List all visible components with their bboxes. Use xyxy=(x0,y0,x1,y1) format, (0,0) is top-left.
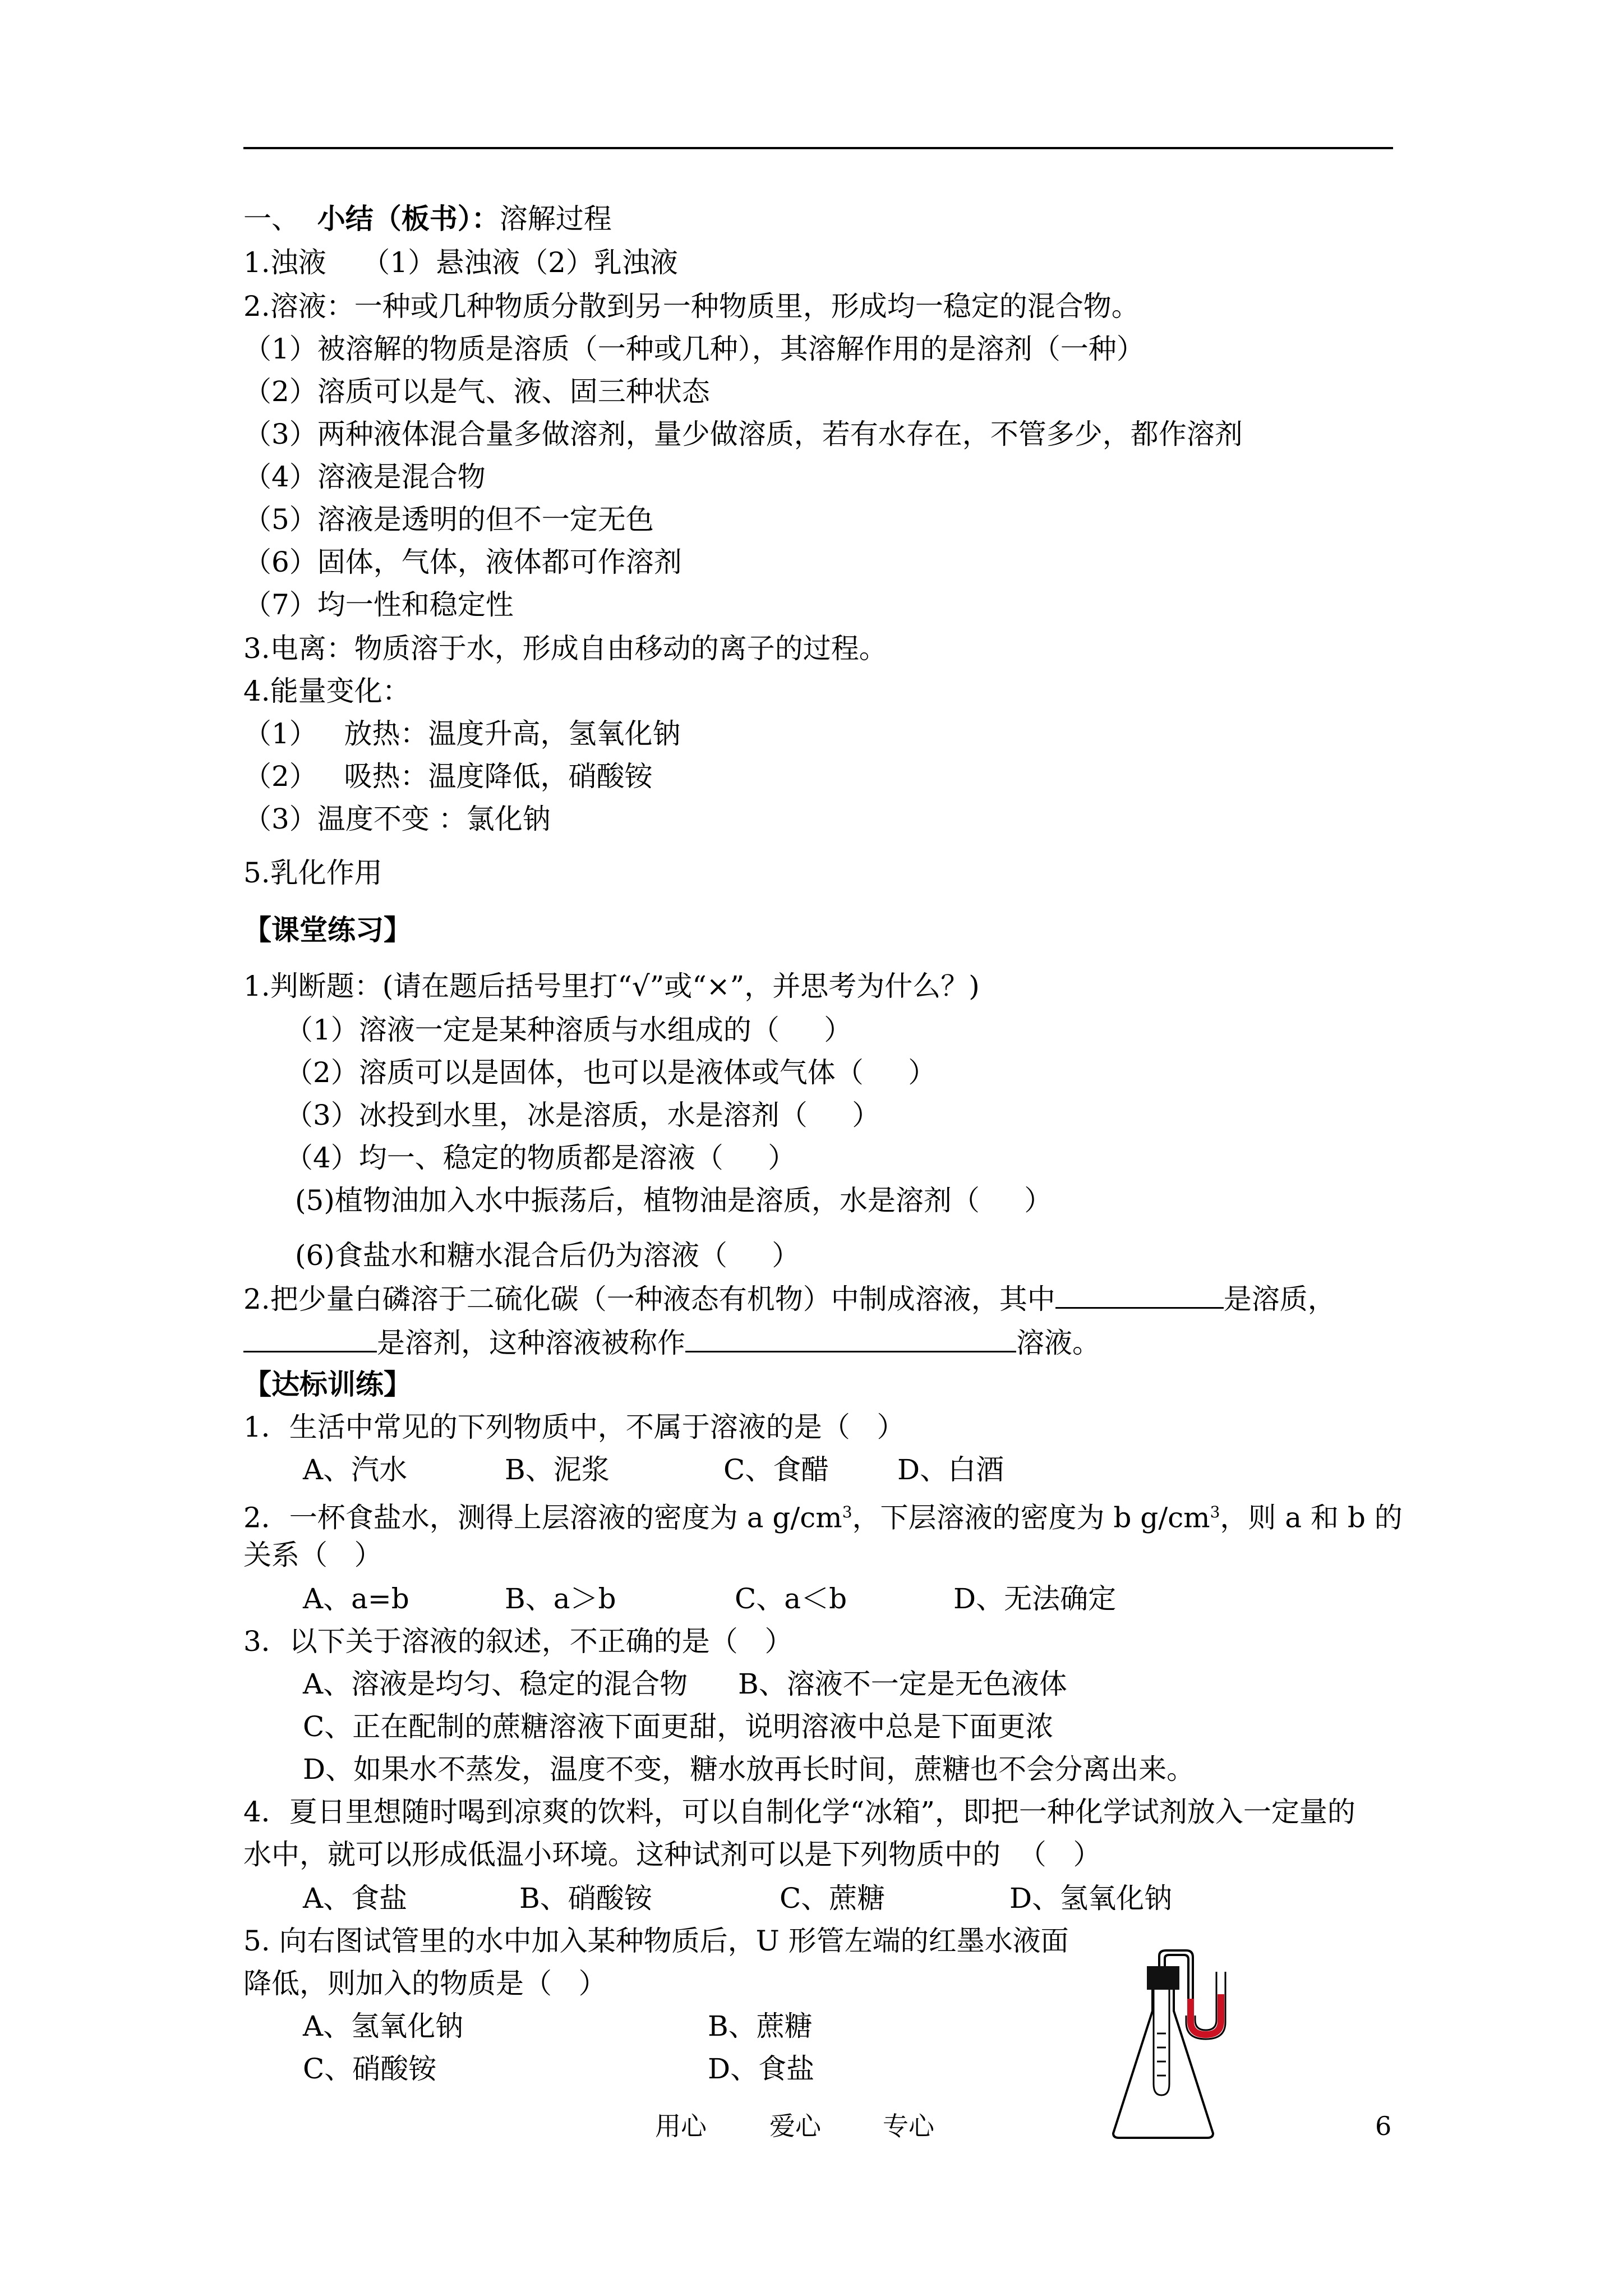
q3-option-a: A、溶液是均匀、稳定的混合物 xyxy=(303,1668,688,1700)
summary-item: （4）溶液是混合物 xyxy=(243,461,486,493)
solvent-blank[interactable] xyxy=(243,1326,377,1352)
fill-blank-question: 2.把少量白磷溶于二硫化碳（一种液态有机物）中制成溶液，其中 是溶质， xyxy=(243,1283,1336,1315)
solution-name-blank[interactable] xyxy=(685,1326,1016,1352)
q4-option-d: D、氢氧化钠 xyxy=(1009,1882,1173,1915)
heading-number: 一、 xyxy=(243,203,299,235)
class-practice-title: 【课堂练习】 xyxy=(243,913,412,946)
summary-item: （1） 放热：温度升高，氢氧化钠 xyxy=(243,717,681,750)
judgement-item: （3）冰投到水里，冰是溶质，水是溶剂（ ） xyxy=(285,1099,880,1131)
q2-option-a: A、a=b xyxy=(303,1582,409,1615)
summary-item: 4.能量变化： xyxy=(243,675,411,707)
training-q4: 4．夏日里想随时喝到凉爽的饮料，可以自制化学“冰箱”，即把一种化学试剂放入一定量的 xyxy=(243,1796,1355,1828)
judgement-item: （4）均一、稳定的物质都是溶液（ ） xyxy=(285,1142,796,1174)
u-tube-inner xyxy=(1195,1972,1216,2030)
summary-item: （2）溶质可以是气、液、固三种状态 xyxy=(243,375,710,408)
heading-bold: 小结（板书）： xyxy=(317,202,500,235)
q2-option-c: C、a＜b xyxy=(735,1582,847,1615)
summary-item: 5.乳化作用 xyxy=(243,857,382,889)
judgement-item: (6)食盐水和糖水混合后仍为溶液（ ） xyxy=(295,1239,800,1272)
q4-option-b: B、硝酸铵 xyxy=(519,1882,652,1915)
summary-item: 2.溶液：一种或几种物质分散到另一种物质里，形成均一稳定的混合物。 xyxy=(243,290,1140,323)
q5-option-a: A、氢氧化钠 xyxy=(303,2010,464,2042)
summary-item: （3）温度不变 ：氯化钠 xyxy=(243,803,551,835)
training-q3: 3．以下关于溶液的叙述，不正确的是（ ） xyxy=(243,1625,793,1658)
q3-option-c: C、正在配制的蔗糖溶液下面更甜，说明溶液中总是下面更浓 xyxy=(303,1710,1054,1743)
summary-item: （5）溶液是透明的但不一定无色 xyxy=(243,503,654,536)
heading-rest: 溶解过程 xyxy=(499,203,612,235)
flask-u-tube-apparatus xyxy=(1108,1949,1265,2143)
training-q2-line2: 关系（ ） xyxy=(243,1539,382,1571)
q1-option-c: C、食醋 xyxy=(723,1453,829,1486)
judgement-item: （2）溶质可以是固体，也可以是液体或气体（ ） xyxy=(285,1056,937,1089)
summary-item: （2） 吸热：温度降低，硝酸铵 xyxy=(243,760,653,793)
summary-item: （7）均一性和稳定性 xyxy=(243,588,514,621)
summary-item: （1）被溶解的物质是溶质（一种或几种），其溶解作用的是溶剂（一种） xyxy=(243,333,1145,365)
standard-training-title: 【达标训练】 xyxy=(243,1368,412,1401)
footer-motto-1: 用心 xyxy=(655,2111,707,2141)
q3-option-d: D、如果水不蒸发，温度不变，糖水放再长时间，蔗糖也不会分离出来。 xyxy=(303,1753,1195,1786)
training-q2: 2．一杯食盐水，测得上层溶液的密度为 a $g/cm^3$，下层溶液的密度为 b $g/cm^3$，则 a 和 b 的 xyxy=(243,1501,1403,1534)
flask-body xyxy=(1113,1978,1213,2138)
training-q1: 1．生活中常见的下列物质中，不属于溶液的是（ ） xyxy=(243,1411,905,1443)
summary-item: 3.电离：物质溶于水，形成自由移动的离子的过程。 xyxy=(243,632,887,665)
judgement-intro: 1.判断题：(请在题后括号里打“√”或“×”，并思考为什么？) xyxy=(243,970,980,1002)
header-rule xyxy=(243,147,1393,149)
footer-motto-3: 专心 xyxy=(883,2111,934,2141)
fill-blank-question-line2: 是溶剂，这种溶液被称作 溶液。 xyxy=(243,1326,1100,1360)
q2-option-b: B、a＞b xyxy=(505,1582,616,1615)
q5-option-d: D、食盐 xyxy=(708,2053,815,2085)
summary-heading xyxy=(243,202,612,236)
training-q5-line2: 降低，则加入的物质是（ ） xyxy=(243,1967,607,2000)
q2-option-d: D、无法确定 xyxy=(953,1582,1117,1615)
summary-item: （6）固体，气体，液体都可作溶剂 xyxy=(243,546,682,578)
q1-option-b: B、泥浆 xyxy=(505,1453,610,1486)
stopper xyxy=(1147,1966,1179,1990)
footer-motto-2: 爱心 xyxy=(769,2111,821,2141)
training-q4-line2: 水中，就可以形成低温小环境。这种试剂可以是下列物质中的 （ ） xyxy=(243,1838,1101,1871)
q5-option-b: B、蔗糖 xyxy=(708,2010,813,2042)
q4-option-a: A、食盐 xyxy=(303,1882,408,1915)
summary-item: 1.浊液 （1）悬浊液（2）乳浊液 xyxy=(243,246,678,279)
solute-blank[interactable] xyxy=(1055,1282,1224,1309)
summary-item: （3）两种液体混合量多做溶剂，量少做溶质，若有水存在，不管多少，都作溶剂 xyxy=(243,418,1243,450)
q1-option-d: D、白酒 xyxy=(897,1453,1004,1486)
judgement-item: (5)植物油加入水中振荡后，植物油是溶质，水是溶剂（ ） xyxy=(295,1184,1053,1217)
q3-option-b: B、溶液不一定是无色液体 xyxy=(738,1668,1067,1700)
training-q5: 5. 向右图试管里的水中加入某种物质后，U 形管左端的红墨水液面 xyxy=(243,1925,1069,1957)
test-tube xyxy=(1154,1990,1169,2095)
q1-option-a: A、汽水 xyxy=(303,1453,408,1486)
judgement-item: （1）溶液一定是某种溶质与水组成的（ ） xyxy=(285,1014,852,1046)
q5-option-c: C、硝酸铵 xyxy=(303,2053,437,2085)
q4-option-c: C、蔗糖 xyxy=(780,1882,886,1915)
page-number: 6 xyxy=(1375,2111,1392,2141)
